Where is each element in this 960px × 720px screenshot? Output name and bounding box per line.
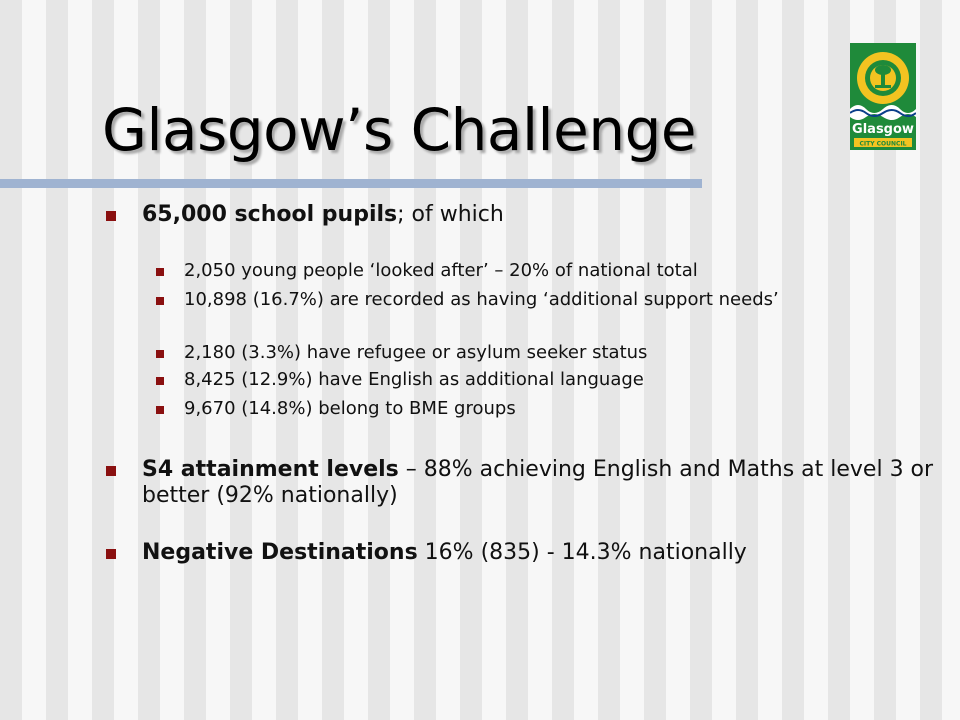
square-bullet-icon [156,268,164,276]
sub-bullet-text: 2,050 young people ‘looked after’ – 20% of national total [184,260,698,281]
bullet-rest: ; of which [397,202,504,227]
bullet-text [142,457,949,509]
sub-bullet-text: 8,425 (12.9%) have English as additional language [184,369,644,390]
square-bullet-icon [156,350,164,358]
square-bullet-icon [156,377,164,385]
bullet-negative-destinations [104,540,949,566]
sub-bullet-text: 10,898 (16.7%) are recorded as having ‘additional support needs’ [184,289,779,310]
crest-icon [850,43,916,150]
svg-text:CITY COUNCIL: CITY COUNCIL [859,140,907,148]
sub-bullet-bme-groups [156,400,916,418]
bullet-rest: – 88% achieving English and Maths at level 3 or better (92% nationally) [142,457,934,508]
bullet-bold: Negative Destinations [142,540,418,565]
bullet-text [142,540,949,566]
square-bullet-icon [156,406,164,414]
sub-bullet-text: 9,670 (14.8%) belong to BME groups [184,398,516,419]
square-bullet-icon [106,549,116,559]
bullet-bold: S4 attainment levels [142,457,399,482]
slide-title: Glasgow’s Challenge [102,96,697,164]
glasgow-city-council-logo [850,43,916,150]
bullet-school-pupils [104,202,949,228]
sub-bullet-looked-after [156,262,916,280]
sub-bullet-refugee [156,344,916,362]
bullet-s4-attainment [104,457,949,509]
bullet-text [142,202,949,228]
square-bullet-icon [106,211,116,221]
sub-bullet-additional-support [156,291,916,309]
svg-text:Glasgow: Glasgow [852,122,914,137]
sub-bullet-english-additional [156,371,916,389]
square-bullet-icon [156,297,164,305]
square-bullet-icon [106,466,116,476]
sub-bullet-text: 2,180 (3.3%) have refugee or asylum seeker status [184,342,648,363]
title-underline [0,179,702,188]
bullet-rest: 16% (835) - 14.3% nationally [417,540,747,565]
bullet-bold: 65,000 school pupils [142,202,398,227]
